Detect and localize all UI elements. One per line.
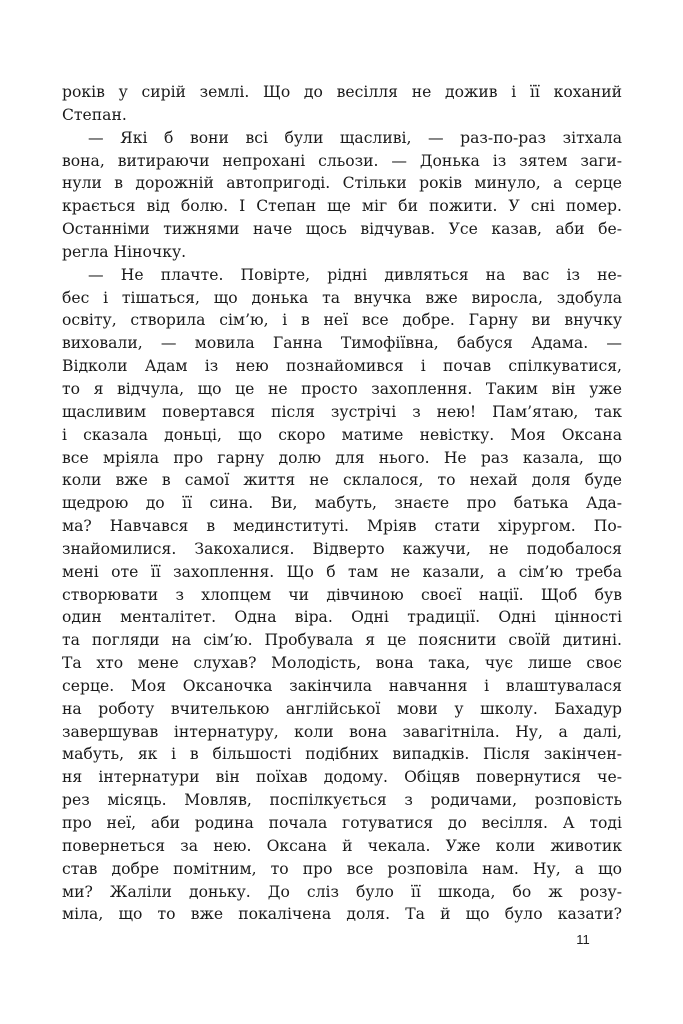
text-line: мені оте її захоплення. Що б там не казали, а сім’ю треба — [62, 562, 622, 581]
text-line: освіту, створила сім’ю, і в неї все добре. Гарну ви внучку — [62, 311, 622, 330]
text-line: коли вже в самої життя не склалося, то нехай доля буде — [62, 471, 622, 490]
text-line: нули в дорожній автопригоді. Стільки років минуло, а серце — [62, 174, 622, 193]
text-line: один менталітет. Одна віра. Одні традиції. Одні цінності — [62, 608, 622, 627]
text-line: ма? Навчався в мединституті. Мріяв стати хірургом. По- — [62, 517, 622, 536]
text-line: Останніми тижнями наче щось відчував. Усе казав, аби бе- — [62, 220, 622, 239]
text-line: та погляди на сім’ю. Пробувала я це пояснити своїй дитині. — [62, 631, 622, 650]
text-line: рез місяць. Мовляв, поспілкується з родичами, розповість — [62, 791, 622, 810]
text-line: все мріяла про гарну долю для нього. Не раз казала, що — [62, 448, 622, 467]
text-line: знайомилися. Закохалися. Відверто кажучи, не подобалося — [62, 539, 622, 558]
text-line: років у сирій землі. Що до весілля не дожив і її коханий — [62, 83, 622, 101]
text-line: створювати з хлопцем чи дівчиною своєї нації. Щоб був — [62, 585, 622, 604]
text-line: виховали, — мовила Ганна Тимофіївна, бабуся Адама. — — [62, 334, 622, 353]
text-line: Та хто мене слухав? Молодість, вона така, чує лише своє — [62, 654, 622, 673]
text-line: крається від болю. І Степан ще міг би пожити. У сні помер. — [62, 197, 622, 216]
text-line: Степан. — [62, 105, 127, 124]
text-line: — Не плачте. Повірте, рідні дивляться на вас із не- — [88, 265, 622, 284]
text-line: — Які б вони всі були щасливі, — раз-по-раз зітхала — [88, 128, 622, 147]
text-line: то я відчула, що це не просто захоплення. Таким він уже — [62, 379, 622, 398]
text-line: Відколи Адам із нею познайомився і почав спілкуватися, — [62, 357, 622, 376]
text-line: щасливим повертався після зустрічі з нею! Пам’ятаю, так — [62, 402, 622, 421]
body-text — [62, 81, 622, 926]
text-line: ми? Жаліли доньку. До сліз було її шкода, бо ж розу- — [62, 882, 622, 901]
text-line: щедрою до її сина. Ви, мабуть, знаєте про батька Ада- — [62, 494, 622, 513]
text-line: регла Ніночку. — [62, 242, 187, 261]
text-line: міла, що то вже покалічена доля. Та й що було казати? — [62, 905, 622, 924]
text-line: на роботу вчителькою англійської мови у школу. Бахадур — [62, 699, 622, 718]
text-line: ня інтернатури він поїхав додому. Обіцяв повернутися че- — [62, 768, 622, 787]
text-line: серце. Моя Оксаночка закінчила навчання і влаштувалася — [62, 676, 622, 695]
page-number: 11 — [576, 932, 590, 947]
text-line: бес і тішаться, що донька та внучка вже виросла, здобула — [62, 288, 622, 307]
text-line: про неї, аби родина почала готуватися до весілля. А тоді — [62, 814, 622, 832]
text-line: мабуть, як і в більшості подібних випадків. Після закінчен- — [62, 745, 622, 764]
text-line: і сказала доньці, що скоро матиме невістку. Моя Оксана — [62, 425, 622, 444]
text-line: завершував інтернатуру, коли вона завагітніла. Ну, а далі, — [62, 722, 622, 741]
text-line: повернеться за нею. Оксана й чекала. Уже коли животик — [62, 836, 622, 855]
text-line: став добре помітним, то про все розповіла нам. Ну, а що — [62, 859, 622, 878]
text-line: вона, витираючи непрохані сльози. — Донька із зятем заги- — [62, 151, 622, 170]
